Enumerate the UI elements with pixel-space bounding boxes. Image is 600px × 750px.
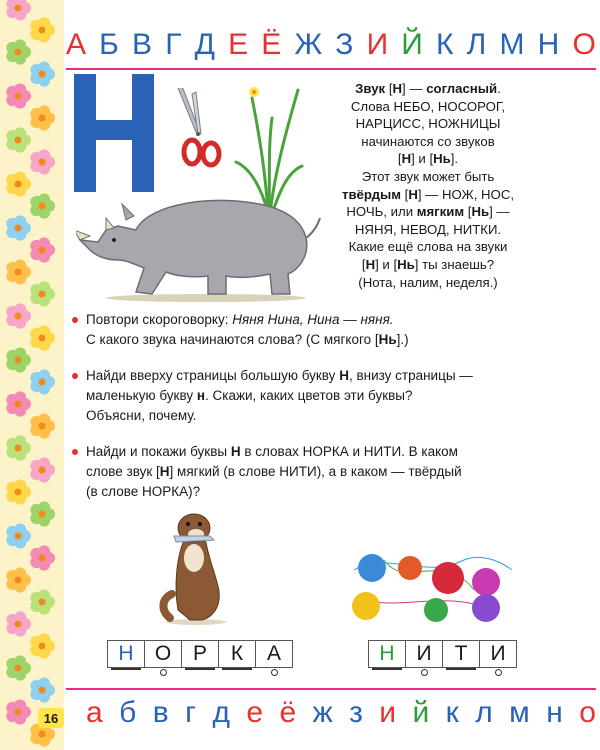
- alphabet-letter: ё: [279, 696, 297, 729]
- alphabet-letter: ж: [312, 696, 333, 729]
- alphabet-letter: Н: [537, 28, 560, 61]
- alphabet-letter: К: [436, 28, 454, 61]
- alphabet-letter: М: [499, 28, 525, 61]
- word-scheme-norka: [107, 640, 293, 668]
- letter-cell-char: К: [230, 642, 244, 665]
- alphabet-letter: и: [379, 696, 397, 729]
- alphabet-letter: А: [66, 28, 87, 61]
- letter-cell-char: О: [154, 642, 172, 665]
- vowel-mark: [421, 669, 428, 676]
- letter-cell-char: А: [266, 642, 281, 665]
- alphabet-letter: й: [412, 696, 430, 729]
- letter-cell: [182, 640, 219, 668]
- top-divider: [66, 68, 596, 70]
- alphabet-letter: л: [475, 696, 493, 729]
- rhinoceros-picture: [76, 190, 326, 302]
- consonant-mark: [185, 668, 215, 674]
- alphabet-letter: Й: [401, 28, 423, 61]
- vowel-mark: [495, 669, 502, 676]
- alphabet-letter: Ё: [261, 28, 282, 61]
- letter-cell: [368, 640, 406, 668]
- task-find-letters: Найди вверху страницы большую букву Н, внизу страницы — маленькую букву н. Скажи, каких цветов эти буквы? Объясни, почему.: [72, 366, 542, 426]
- alphabet-letter: а: [86, 696, 103, 729]
- alphabet-letter: Ж: [294, 28, 323, 61]
- letter-cell-char: Т: [454, 642, 468, 665]
- alphabet-letter: О: [572, 28, 596, 61]
- mink-picture: [156, 506, 236, 626]
- alphabet-letter: б: [119, 696, 137, 729]
- alphabet-letter: Б: [99, 28, 119, 61]
- big-letter-n: [74, 74, 154, 192]
- letter-cell: [406, 640, 443, 668]
- bottom-divider: [66, 688, 596, 690]
- alphabet-letter: м: [509, 696, 530, 729]
- sound-description: Звук [Н] — согласный. Слова НЕБО, НОСОРОГ, НАРЦИСС, НОЖНИЦЫ начинаются со звуков [Н] и [Нь]. Этот звук может быть твёрдым [Н] — НОЖ, НОС, НОЧЬ, или мягким [Нь] — НЯНЯ, НЕВОД, НИТКИ. Какие ещё слова на звуки [Н] и [Нь] ты знаешь? (Нота, налим, неделя.): [341, 81, 515, 290]
- alphabet-letter: г: [185, 696, 197, 729]
- alphabet-letter: З: [335, 28, 354, 61]
- letter-cell-char: И: [490, 642, 506, 665]
- alphabet-letter: д: [212, 696, 230, 729]
- alphabet-uppercase: [66, 28, 596, 62]
- vowel-mark: [160, 669, 167, 676]
- alphabet-letter: Л: [466, 28, 487, 61]
- letter-cell-char: Н: [118, 642, 134, 665]
- consonant-mark: [372, 668, 402, 674]
- vowel-mark: [271, 669, 278, 676]
- sound-label: Звук: [355, 81, 386, 96]
- bullet-dot: [72, 373, 78, 379]
- alphabet-letter: в: [152, 696, 169, 729]
- alphabet-letter: з: [349, 696, 363, 729]
- floral-border-art: [0, 0, 64, 750]
- alphabet-letter: В: [132, 28, 153, 61]
- letter-cell: [219, 640, 256, 668]
- consonant-mark: [222, 668, 252, 674]
- task-find-in-words: Найди и покажи буквы Н в словах НОРКА и НИТИ. В каком слове звук [Н] мягкий (в слове НИТИ), а в каком — твёрдый (в слове НОРКА)?: [72, 442, 542, 502]
- letter-cell-char: И: [416, 642, 432, 665]
- alphabet-letter: о: [579, 696, 596, 729]
- letter-cell: [480, 640, 517, 668]
- letter-cell: [256, 640, 293, 668]
- alphabet-letter: Г: [165, 28, 182, 61]
- alphabet-letter: е: [246, 696, 264, 729]
- bullet-dot: [72, 449, 78, 455]
- alphabet-lowercase: [86, 696, 596, 730]
- alphabet-letter: Е: [228, 28, 249, 61]
- alphabet-letter: И: [366, 28, 389, 61]
- letter-cell-char: Н: [379, 642, 395, 665]
- letter-cell: [443, 640, 480, 668]
- consonant-mark: [111, 668, 141, 674]
- letter-cell: [107, 640, 145, 668]
- alphabet-letter: Д: [194, 28, 215, 61]
- consonant-mark: [446, 668, 476, 674]
- floral-border: [0, 0, 64, 750]
- scissors-picture: [166, 88, 226, 172]
- alphabet-letter: к: [445, 696, 459, 729]
- task-tongue-twister: Повтори скороговорку: Няня Нина, Нина — няня. С какого звука начинаются слова? (С мягкого [Нь].): [72, 310, 542, 350]
- letter-cell-char: Р: [192, 642, 207, 665]
- bullet-dot: [72, 317, 78, 323]
- alphabet-letter: н: [546, 696, 563, 729]
- page-number: 16: [38, 708, 64, 728]
- letter-cell: [145, 640, 182, 668]
- word-scheme-niti: [368, 640, 517, 668]
- yarn-balls-picture: [344, 540, 514, 624]
